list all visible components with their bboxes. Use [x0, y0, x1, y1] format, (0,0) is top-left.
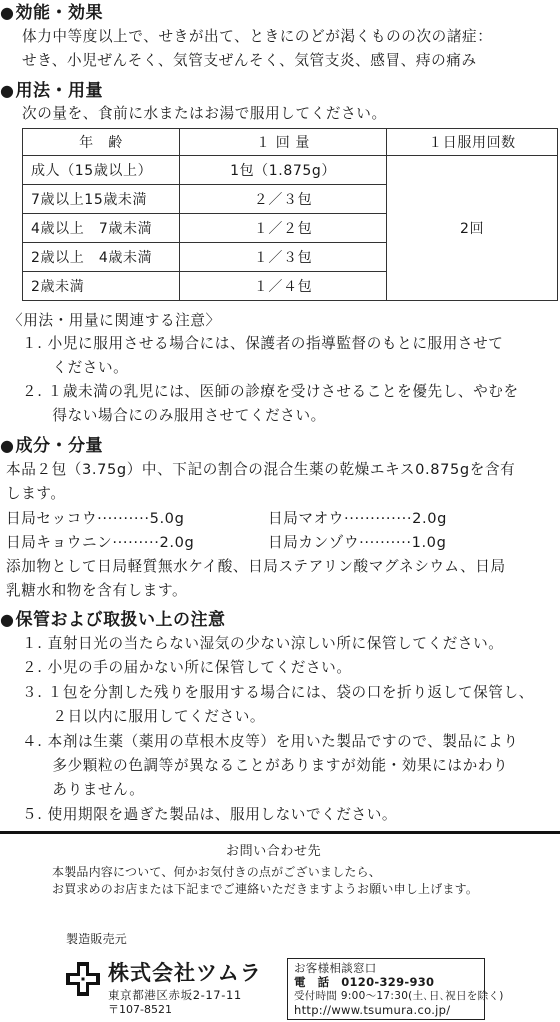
dosage-notes-title: 〈用法・用量に関連する注意〉 [8, 312, 221, 329]
age-cell: 2歳以上 4歳未満 [23, 243, 180, 272]
herb-qty: 2.0g [412, 510, 447, 527]
inquiry-line: 本製品内容について、何かお気付きの点がございましたら、 [52, 865, 381, 879]
ingredients-line: します。 [6, 485, 66, 502]
herb-row [6, 533, 194, 553]
amount-cell: 1包（1.875g） [180, 156, 387, 185]
herb-qty: 5.0g [149, 510, 185, 527]
storage-line: 多少顆粒の色調等が異なることがありますが効能・効果にはかわり [22, 757, 509, 774]
bullet-icon: ● [0, 81, 15, 100]
inquiry-line: お買求めのお店または下記までご連絡いただきますようお願い申し上げます。 [52, 882, 479, 896]
herb-dots: ········· [112, 534, 160, 551]
dosage-note-line: ください。 [22, 359, 129, 376]
dosage-note-line: １. 小児に服用させる場合には、保護者の指導監督のもとに服用させて [22, 335, 504, 352]
header-amount: １ 回 量 [180, 129, 387, 156]
effects-line-2: せき、小児ぜんそく、気管支ぜんそく、気管支炎、感冒、痔の痛み [22, 52, 477, 69]
header-age: 年 齢 [23, 129, 180, 156]
age-cell: 7歳以上15歳未満 [23, 185, 180, 214]
herb-qty: 2.0g [159, 534, 195, 551]
maker-label: 製造販売元 [66, 932, 128, 946]
amount-cell: １／３包 [180, 243, 387, 272]
dosage-note-line: ２. １歳未満の乳児には、医師の診療を受けさせることを優先し、やむを [22, 383, 519, 400]
contact-phone: 電 話 0120-329-930 [294, 975, 435, 989]
contact-hours: 受付時間 9:00～17:30(土､日､祝日を除く) [294, 990, 504, 1002]
herb-row [268, 533, 446, 553]
company-name: 株式会社ツムラ [108, 961, 262, 985]
dosage-note-line: 得ない場合にのみ服用させてください。 [22, 407, 326, 424]
storage-line: １. 直射日光の当たらない湿気の少ない涼しい所に保管してください。 [22, 635, 504, 652]
storage-line: ５. 使用期限を過ぎた製品は、服用しないでください。 [22, 806, 398, 823]
herb-dots: ············· [343, 510, 413, 527]
herb-dots: ·········· [359, 534, 412, 551]
table-row [23, 156, 558, 185]
bullet-icon: ● [0, 436, 15, 455]
company-zip: 〒107-8521 [108, 1003, 172, 1016]
herb-row [6, 509, 184, 529]
storage-line: ３. １包を分割した残りを服用する場合には、袋の口を折り返して保管し、 [22, 684, 534, 701]
table-header-row [23, 129, 558, 156]
herb-row [268, 509, 447, 529]
storage-line: ４. 本剤は生薬（薬用の草根木皮等）を用いた製品ですので、製品により [22, 733, 519, 750]
effects-heading: ●効能・効果 [0, 3, 103, 23]
amount-cell: １／４包 [180, 272, 387, 301]
tsumura-cross-logo-icon [66, 962, 100, 996]
additives-line: 添加物として日局軽質無水ケイ酸、日局ステアリン酸マグネシウム、日局 [6, 558, 506, 575]
section-divider [0, 831, 560, 834]
storage-line: ２. 小児の手の届かない所に保管してください。 [22, 659, 352, 676]
storage-line: ありません。 [22, 781, 145, 798]
contact-box [287, 958, 504, 1020]
herb-dots: ·········· [97, 510, 150, 527]
additives-line: 乳糖水和物を含有します。 [6, 582, 188, 599]
age-cell: 4歳以上 7歳未満 [23, 214, 180, 243]
amount-cell: ２／３包 [180, 185, 387, 214]
age-cell: 成人（15歳以上） [23, 156, 180, 185]
dosage-intro: 次の量を、食前に水またはお湯で服用してください。 [22, 105, 387, 122]
herb-name: 日局キョウニン [6, 534, 113, 551]
dosage-heading: ●用法・用量 [0, 81, 103, 101]
herb-name: 日局カンゾウ [268, 534, 360, 551]
amount-cell: １／２包 [180, 214, 387, 243]
header-times: １日服用回数 [387, 129, 558, 156]
bullet-icon: ● [0, 610, 15, 629]
storage-heading: ●保管および取扱い上の注意 [0, 610, 226, 630]
contact-title: お客様相談窓口 [294, 961, 377, 975]
effects-line-1: 体力中等度以上で、せきが出て、ときにのどが渇くものの次の諸症： [22, 28, 493, 45]
dosage-table [22, 128, 558, 301]
bullet-icon: ● [0, 3, 15, 22]
age-cell: 2歳未満 [23, 272, 180, 301]
ingredients-line: 本品２包（3.75g）中、下記の割合の混合生薬の乾燥エキス0.875gを含有 [6, 461, 516, 478]
company-address: 東京都港区赤坂2-17-11 [108, 988, 242, 1002]
inquiry-title: お問い合わせ先 [226, 844, 322, 859]
storage-line: ２日以内に服用してください。 [22, 708, 266, 725]
ingredients-heading: ●成分・分量 [0, 436, 103, 456]
herb-name: 日局マオウ [268, 510, 344, 527]
herb-name: 日局セッコウ [6, 510, 98, 527]
herb-qty: 1.0g [411, 534, 447, 551]
times-cell: 2回 [387, 156, 558, 301]
contact-url: http://www.tsumura.co.jp/ [294, 1003, 451, 1017]
